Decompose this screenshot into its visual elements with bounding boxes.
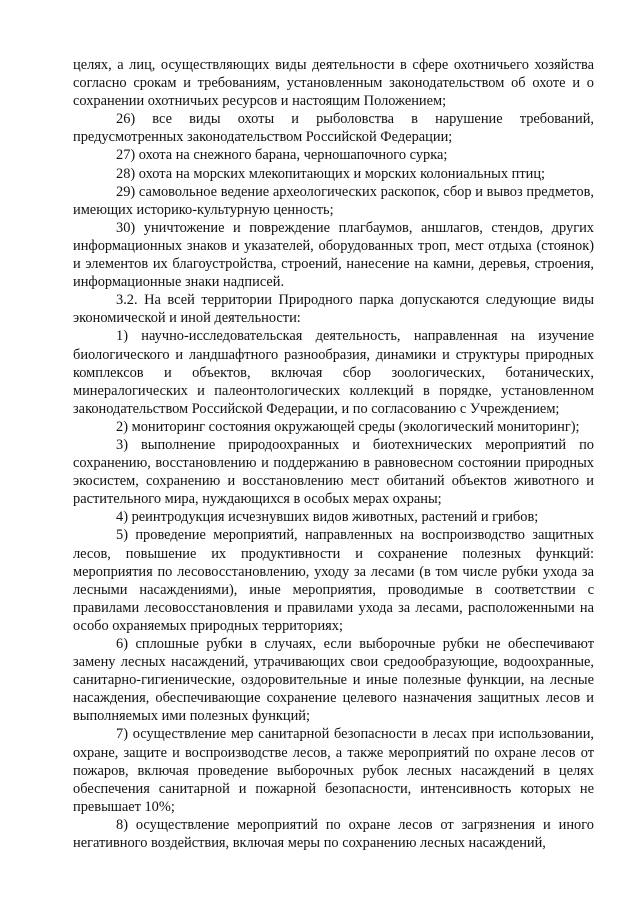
- paragraph-allowed-5: 5) проведение мероприятий, направленных на воспроизводство защитных лесов, повышение их продуктивности и сохранение полезных функций: мероприятия по лесовосстановлению, уходу за лесами (в том числе рубки ухода за лесными насаждениями), иные мероприятия, проводимые в соответствии с правилами лесовосстановления и правилами ухода за лесами, расположенными на особо охраняемых природных территориях;: [73, 527, 594, 634]
- paragraph-allowed-3: 3) выполнение природоохранных и биотехнических мероприятий по сохранению, восстановлению и поддержанию в равновесном состоянии природных экосистем, сохранению и восстановлению мест обитаний объектов животного и растительного мира, нуждающихся в особых мерах охраны;: [73, 436, 594, 508]
- paragraph-item-29: 29) самовольное ведение археологических раскопок, сбор и вывоз предметов, имеющих историко-культурную ценность;: [73, 183, 594, 218]
- paragraph-item-27: 27) охота на снежного барана, черношапочного сурка;: [116, 147, 448, 164]
- paragraph-item-26: 26) все виды охоты и рыболовства в нарушение требований, предусмотренных законодательством Российской Федерации;: [73, 111, 594, 146]
- paragraph-allowed-8: 8) осуществление мероприятий по охране лесов от загрязнения и иного негативного воздействия, включая меры по сохранению лесных насаждений,: [73, 816, 594, 852]
- paragraph-allowed-4: 4) реинтродукция исчезнувших видов животных, растений и грибов;: [116, 509, 539, 526]
- paragraph-allowed-1: 1) научно-исследовательская деятельность, направленная на изучение биологического и ландшафтного разнообразия, динамики и структуры природных комплексов и объектов, включая сбор зоологических, ботанических, минералогических и палеонтологических коллекций в порядке, установленном законодательством Российской Федерации, и по согласованию с Учреждением;: [73, 328, 594, 417]
- paragraph-item-28: 28) охота на морских млекопитающих и морских колониальных птиц;: [116, 165, 546, 182]
- paragraph-allowed-7: 7) осуществление мер санитарной безопасности в лесах при использовании, охране, защите и воспроизводстве лесов, а также мероприятий по охране лесов от пожаров, включая проведение выборочных рубок лесных насаждений в целях обеспечения санитарной и пожарной безопасности, интенсивность которых не превышает 10%;: [73, 726, 594, 815]
- paragraph-continuation: целях, а лиц, осуществляющих виды деятельности в сфере охотничьего хозяйства согласно срокам и требованиям, установленным законодательством об охоте и о сохранении охотничьих ресурсов и настоящим Положением;: [73, 57, 594, 110]
- document-page: [73, 56, 594, 852]
- paragraph-allowed-6: 6) сплошные рубки в случаях, если выборочные рубки не обеспечивают замену лесных насаждений, утрачивающих свои средообразующие, водоохранные, санитарно-гигиенические, оздоровительные и иные полезные функции, на лесные насаждения, обеспечивающие сохранение целевого назначения защитных лесов и выполняемых ими полезных функций;: [73, 636, 594, 725]
- paragraph-allowed-2: 2) мониторинг состояния окружающей среды (экологический мониторинг);: [116, 418, 580, 435]
- paragraph-item-30: 30) уничтожение и повреждение плагбаумов, аншлагов, стендов, других информационных знаков и указателей, оборудованных троп, мест отдыха (стоянок) и элементов их благоустройства, строений, нанесение на камни, деревья, строения, информационные знаки надписей.: [73, 219, 594, 291]
- paragraph-section-3-2: 3.2. На всей территории Природного парка допускаются следующие виды экономической и иной деятельности:: [73, 292, 594, 327]
